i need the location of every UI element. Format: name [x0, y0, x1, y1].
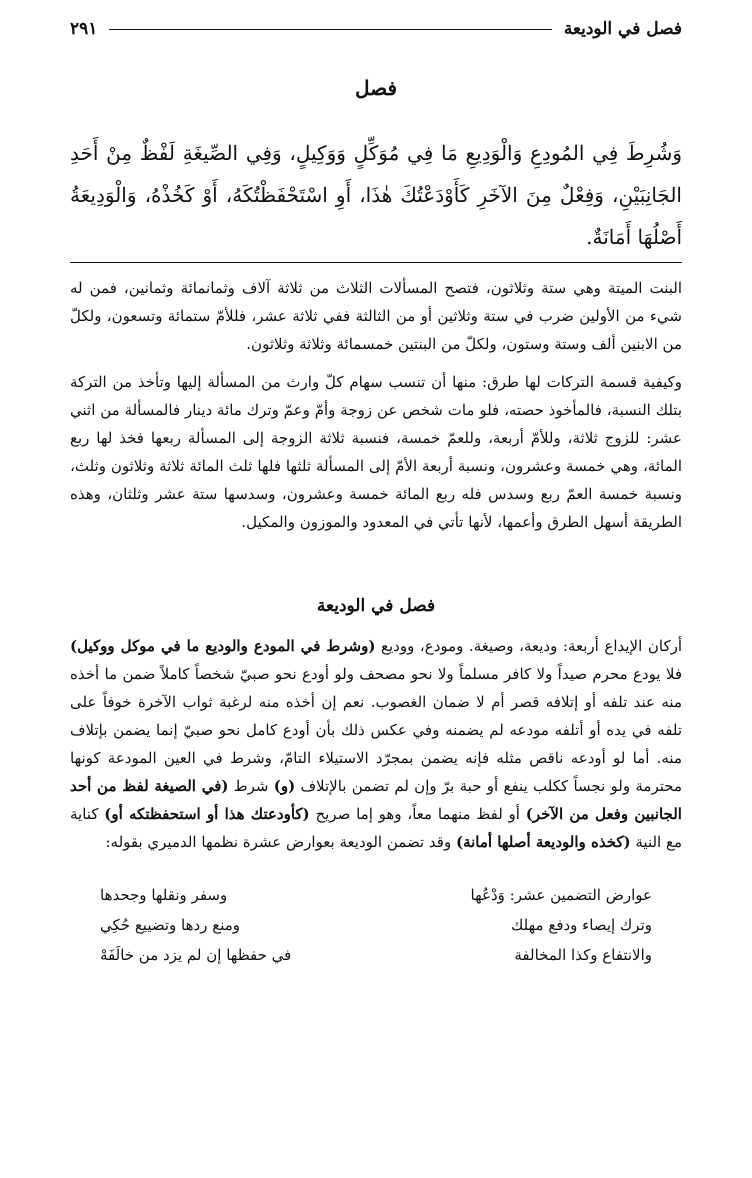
poem-verse [100, 880, 652, 910]
verse-first-hemistich: والانتفاع وكذا المخالفة [514, 946, 652, 964]
verse-first-hemistich: وترك إيصاء ودفع مهلك [511, 916, 652, 934]
poem-verse [100, 940, 652, 970]
sharh-section [70, 632, 682, 856]
sharh-text: أركان الإيداع أربعة: وديعة، وصيغة. ومودع، ووديع [375, 637, 682, 655]
verse-first-hemistich: عوارض التضمين عشر: وَدْعُها [470, 886, 652, 904]
matn-text: وَشُرِطَ فِي المُودِعِ وَالْوَدِيعِ مَا فِي مُوَكِّلٍ وَوَكِيلٍ، وَفِي الصِّيغَةِ لَفْظٌ مِنْ أَحَدِ الجَانِبَيْنِ، وَفِعْلٌ مِنَ الآخَرِ كَأَوْدَعْتُكَ هٰذَا، أَوِ اسْتَحْفَظْتُكَهُ، أَوْ كَخُذْهُ، وَالْوَدِيعَةُ أَصْلُهَا أَمَانَةٌ. [70, 141, 682, 249]
verse-second-hemistich: وسفر ونقلها وجحدها [100, 886, 228, 904]
separator-rule [70, 262, 682, 263]
page-header [70, 14, 682, 44]
footnote-paragraph-2: وكيفية قسمة التركات لها طرق: منها أن تنسب سهام كلّ وارث من المسألة إليها وتأخذ من التركة بتلك النسبة، فالمأخوذ حصته، فلو مات شخص عن زوجة وأمّ وعمّ وترك مائة دينار فالمسألة من اثني عشر: للزوج ثلاثة، وللأمّ أربعة، وللعمّ خمسة، فنسبة ثلاثة الزوجة إلى المسألة ربعها فخذ لها ربع المائة، وهي خمسة وعشرون، ونسبة أربعة الأمّ إلى المسألة ثلثها فلها ثلث المائة ثلاثة وثلاثون وثلث، ونسبة خمسة العمّ ربع وسدس فله ربع المائة خمسة وعشرون، وسدسها ستة عشر وثلثان، وهذه الطريقة أسهل الطرق وأعمها، لأنها تأتي في المعدود والموزون والمكيل. [70, 373, 682, 531]
sharh-heading: فصل في الوديعة [316, 596, 436, 616]
matn-quote: (كخذه والوديعة أصلها أمانة) [455, 833, 631, 851]
sharh-text: وقد تضمن الوديعة بعوارض عشرة نظمها الدميري بقوله: [105, 833, 456, 851]
page-number: ٢٩١ [70, 19, 98, 39]
sharh-text: كناية مع النية [70, 805, 682, 851]
footnote-paragraph-1: البنت الميتة وهي ستة وثلاثون، فتصح المسألات الثلاث من ثلاثة آلاف وثمانمائة وثمانين، فمن له شيء من الأولين ضرب في ستة وثلاثين أو من الثالثة ففي ثلاثة عشر، فللأمّ ستمائة وتسعون، ولكلّ من الابنين ألف وستة وستون، ولكلّ من البنتين خمسمائة وثلاثة وثلاثون. [70, 279, 682, 353]
header-rule [109, 29, 551, 30]
matn-heading: فصل [354, 76, 398, 100]
poem-verse [100, 910, 652, 940]
sharh-text: شرط [228, 777, 274, 795]
matn-quote: (في الصيغة لفظ من أحد الجانبين وفعل من الآخر) [70, 777, 682, 823]
sharh-paragraph [70, 632, 682, 856]
running-title: فصل في الوديعة [563, 19, 682, 39]
footnote-section [70, 274, 682, 536]
matn-quote: (و) [273, 777, 296, 795]
verse-second-hemistich: ومنع ردها وتضييع حُكِي [100, 916, 241, 934]
matn-quote: (كأودعتك هذا أو استحفظتكه أو) [104, 805, 310, 823]
matn-quote: (وشرط في المودع والوديع ما في موكل ووكيل) [70, 637, 376, 655]
verse-second-hemistich: في حفظها إن لم يزد من خالَفَهْ [100, 946, 292, 964]
sharh-text: فلا يودع محرم صيداً ولا كافر مسلماً ولا نحو مصحف ولو أودع نحو صبيّ شخصاً كاملاً ضمن ما أخذه منه عند تلفه أو إتلافه قصر أم لا ضمان الغصوب. نعم إن أخذه منه لرغبة ثواب الآخرة خوفاً على تلفه في يده أو أتلفه مودعه لم يضمنه وفي عكس ذلك بأن أودع كامل نحو صبيّ إنما يضمن بإتلاف منه. أما لو أودعه ناقص مثله فإنه يضمن بمجرّد الاستيلاء التامّ، وشرط في العين المودعة كونها محترمة ولو نجساً ككلب ينفع أو حبة برّ وإن لم تضمن بالإتلاف [70, 665, 682, 795]
sharh-text: أو لفظ منهما معاً، وهو إما صريح [309, 805, 526, 823]
poem [100, 880, 652, 970]
